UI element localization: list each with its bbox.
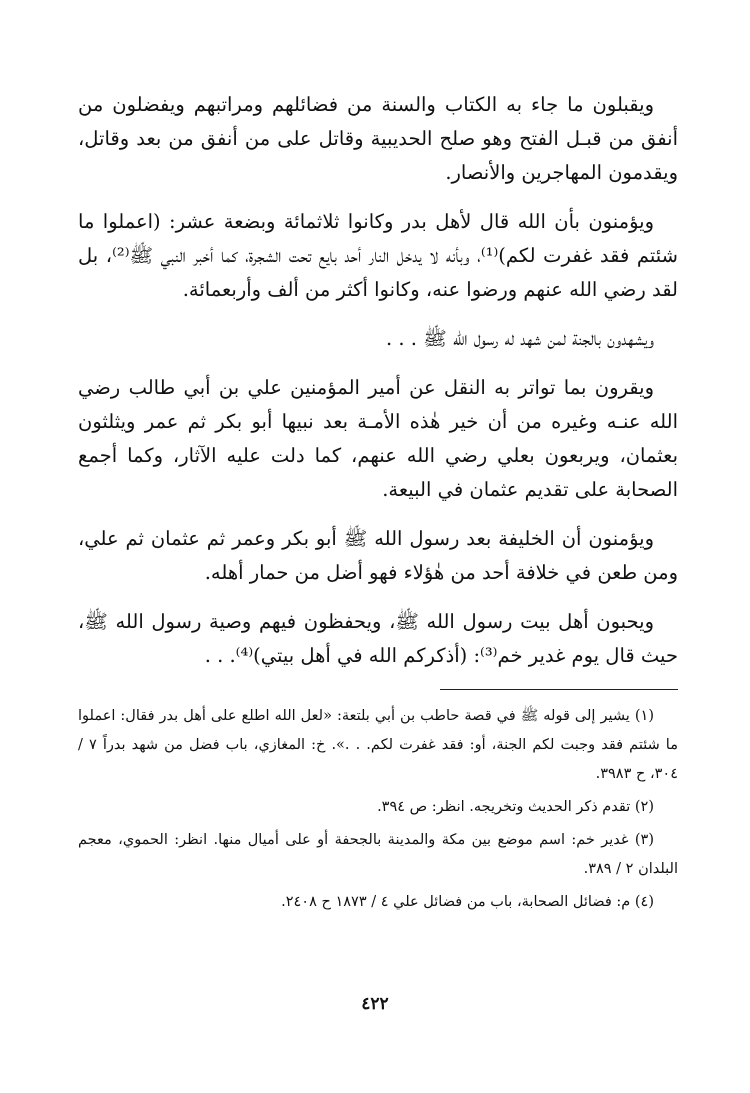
footnote-divider: [440, 689, 678, 690]
footnotes: [78, 702, 678, 917]
footnote-3: (٣) غدير خم: اسم موضع بين مكة والمدينة بالجحفة أو على أميال منها. انظر: الحموي، معجم البلدان ٢ / ٣٨٩.: [78, 832, 678, 877]
footnote-1: (١) يشير إلى قوله ﷺ في قصة حاطب بن أبي بلتعة: «لعل الله اطلع على أهل بدر فقال: اعملوا ما شئتم فقد وجبت لكم الجنة، أو: فقد غفرت لكم. . .». خ: المغازي، باب فضل من شهد بدراً ٧ / ٣٠٤، ح ٣٩٨٣.: [78, 708, 678, 782]
main-text: [78, 88, 678, 673]
document-page: [78, 88, 678, 921]
paragraph-people-of-badr: ويؤمنون بأن الله قال لأهل بدر وكانوا ثلاثمائة وبضعة عشر: (اعملوا ما شئتم فقد غفرت لكم)⁽¹⁾، وبأنه لا يدخل النار أحد بايع تحت الشجرة، كما أخبر النبي ﷺ⁽²⁾، بل لقد رضي الله عنهم ورضوا عنه، وكانوا أكثر من ألف وأربعمائة.: [78, 210, 678, 301]
page-number: ٤٢٢: [361, 994, 389, 1014]
paragraph-order-of-merit: ويقرون بما تواتر به النقل عن أمير المؤمنين علي بن أبي طالب رضي الله عنـه وغيره من أن خير هٰذه الأمـة بعد نبيها أبو بكر ثم عمر ويثلثون بعثمان، ويربعون بعلي رضي الله عنهم، كما دلت عليه الآثار، وكما أجمع الصحابة على تقديم عثمان في البيعة.: [78, 376, 678, 501]
paragraph-caliphs: ويؤمنون أن الخليفة بعد رسول الله ﷺ أبو بكر وعمر ثم عثمان ثم علي، ومن طعن في خلافة أحد من هٰؤلاء فهو أضل من حمار أهله.: [78, 527, 678, 584]
paragraph-paradise-testimony: ويشهدون بالجنة لمن شهد له رسول الله ﷺ . . .: [386, 327, 654, 350]
footnote-2: (٢) تقدم ذكر الحديث وتخريجه. انظر: ص ٣٩٤.: [377, 799, 654, 815]
footnote-4: (٤) م: فضائل الصحابة، باب من فضائل علي ٤ / ١٨٧٣ ح ٢٤٠٨.: [281, 894, 654, 910]
paragraph-ahl-al-bayt: ويحبون أهل بيت رسول الله ﷺ، ويحفظون فيهم وصية رسول الله ﷺ، حيث قال يوم غدير خم⁽³⁾: (أذكركم الله في أهل بيتي)⁽⁴⁾. . .: [78, 610, 678, 667]
paragraph-virtues: ويقبلون ما جاء به الكتاب والسنة من فضائلهم ومراتبهم ويفضلون من أنفق من قبـل الفتح وهو صلح الحديبية وقاتل على من أنفق من بعد وقاتل، ويقدمون المهاجرين والأنصار.: [78, 93, 678, 184]
